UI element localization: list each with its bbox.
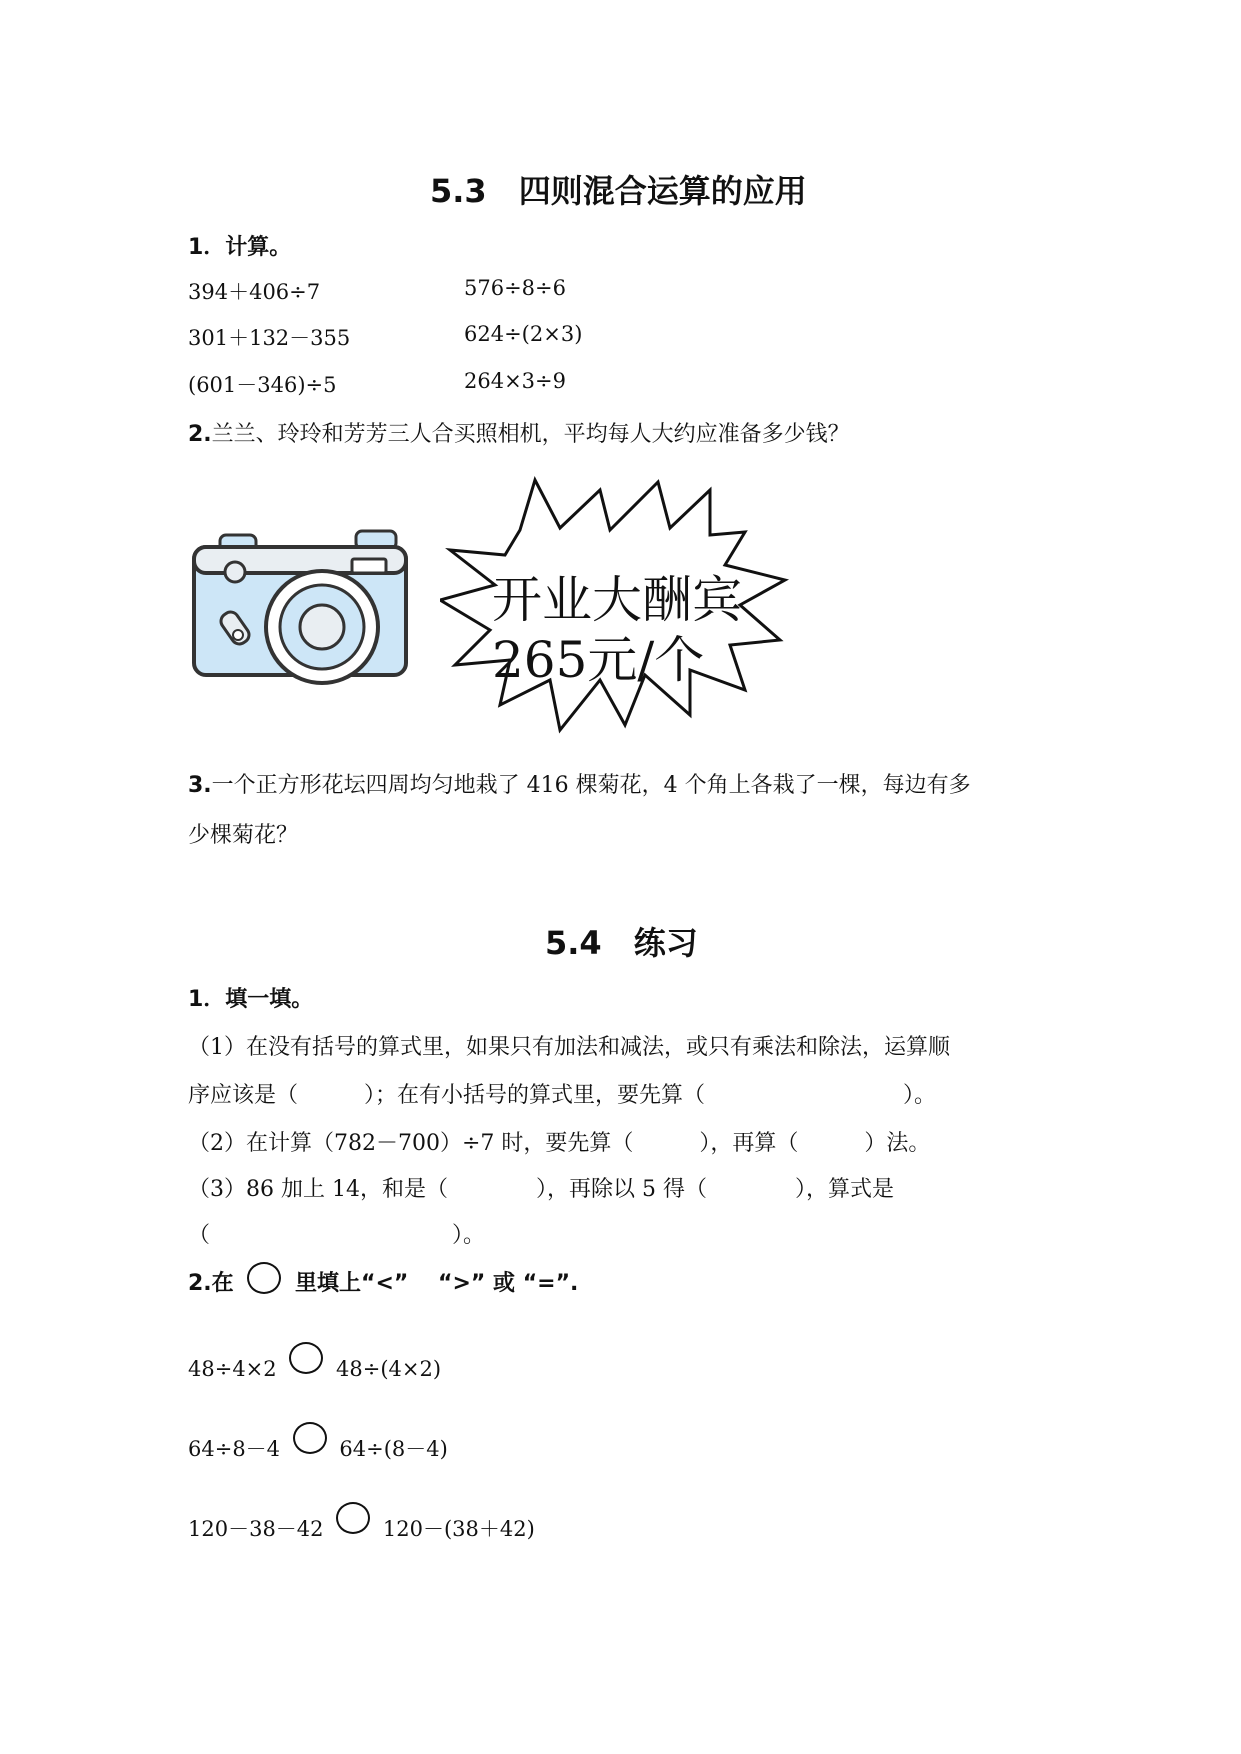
circle-icon xyxy=(247,1262,281,1294)
expression-2: 576÷8÷6 xyxy=(464,276,566,300)
compare-right: 64÷(8－4) xyxy=(339,1437,448,1461)
compare-row-1 xyxy=(188,1342,441,1381)
compare-left: 64÷8－4 xyxy=(188,1437,281,1461)
question-2 xyxy=(188,417,850,448)
sign-line-2: 265元/个 xyxy=(492,631,705,689)
compare-left: 120－38－42 xyxy=(188,1517,324,1541)
practice-1-heading: 1．填一填。 xyxy=(188,987,314,1012)
fill-3-line-1: （3）86 加上 14，和是（ ），再除以 5 得（ ），算式是 xyxy=(188,1177,894,1202)
question-2-text: 兰兰、玲玲和芳芳三人合买照相机，平均每人大约应准备多少钱？ xyxy=(211,422,850,447)
answer-circle[interactable] xyxy=(289,1342,323,1374)
compare-row-2 xyxy=(188,1422,448,1463)
question-3-text: 一个正方形花坛四周均匀地栽了 416 棵菊花，4 个角上各栽了一棵，每边有多 xyxy=(211,773,971,798)
question-3-line-2: 少棵菊花？ xyxy=(188,823,299,848)
expression-5: (601－346)÷5 xyxy=(188,373,337,397)
compare-right: 120－(38＋42) xyxy=(382,1517,535,1541)
practice-2-heading-part-2: 里填上“<” “>” 或 “=”. xyxy=(295,1271,579,1296)
expression-3: 301＋132－355 xyxy=(188,326,351,350)
practice-2-heading-part-1: 2.在 xyxy=(188,1271,234,1296)
question-3-line-1 xyxy=(188,768,971,799)
expression-1: 394＋406÷7 xyxy=(188,280,321,304)
fill-1-line-1: （1）在没有括号的算式里，如果只有加法和减法，或只有乘法和除法，运算顺 xyxy=(188,1035,950,1060)
sign-line-1: 开业大酬宾 xyxy=(492,571,742,629)
section-title-5-4: 5.4 练习 xyxy=(545,924,698,962)
practice-2-heading xyxy=(188,1262,578,1297)
section-title-5-3: 5.3 四则混合运算的应用 xyxy=(430,172,807,210)
fill-1-line-2: 序应该是（ ）；在有小括号的算式里，要先算（ ）。 xyxy=(188,1083,937,1108)
fill-3-line-2: （ ）。 xyxy=(188,1223,486,1248)
camera-icon xyxy=(190,525,430,685)
expression-4: 624÷(2×3) xyxy=(464,322,583,346)
fill-2: （2）在计算（782－700）÷7 时，要先算（ ），再算（ ）法。 xyxy=(188,1131,931,1156)
compare-right: 48÷(4×2) xyxy=(336,1357,442,1381)
question-2-number: 2. xyxy=(188,422,212,447)
expression-6: 264×3÷9 xyxy=(464,369,566,393)
question-1-heading: 1．计算。 xyxy=(188,235,292,260)
compare-row-3 xyxy=(188,1502,535,1543)
question-3-number: 3. xyxy=(188,773,212,798)
answer-circle[interactable] xyxy=(293,1422,327,1454)
answer-circle[interactable] xyxy=(336,1502,370,1534)
compare-left: 48÷4×2 xyxy=(188,1357,277,1381)
